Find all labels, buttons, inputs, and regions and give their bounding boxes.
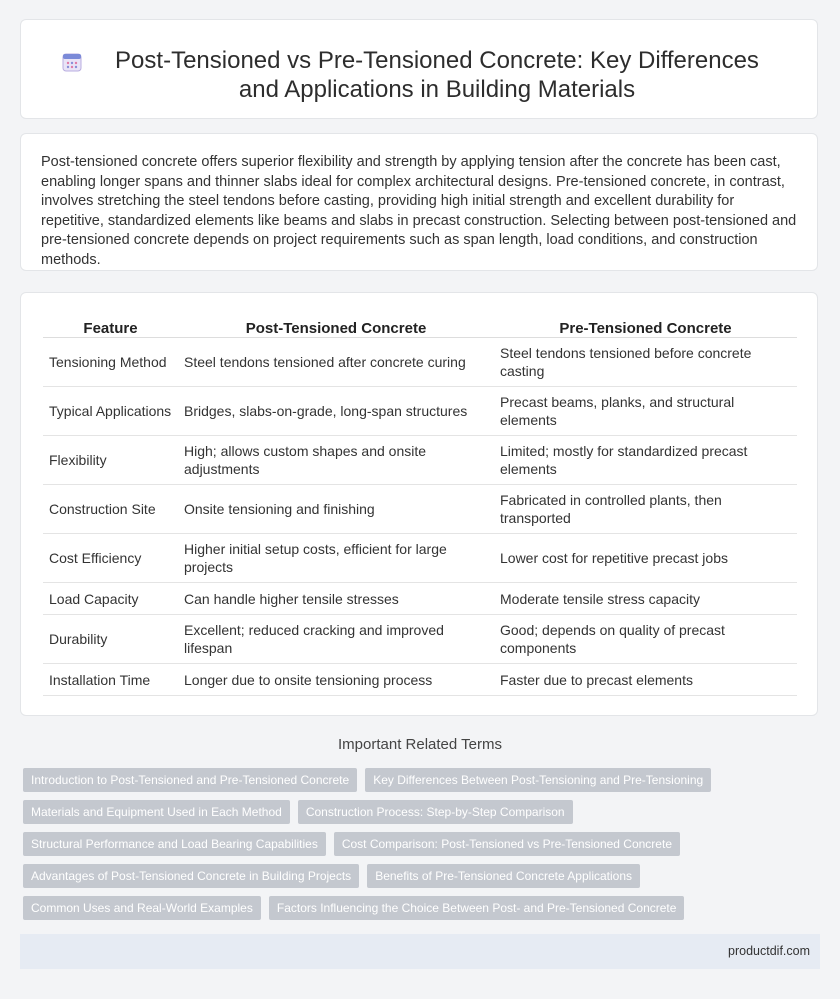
table-row (43, 534, 797, 583)
related-terms-list (23, 768, 813, 928)
related-term-tag[interactable]: Common Uses and Real-World Examples (23, 896, 261, 920)
table-row (43, 338, 797, 387)
calendar-icon (61, 51, 83, 73)
pre-cell: Moderate tensile stress capacity (494, 583, 797, 615)
footer (20, 934, 820, 969)
intro-text: Post-tensioned concrete offers superior flexibility and strength by applying tension after the concrete has been cast, enabling longer spans and thinner slabs ideal for complex architectural designs. Pre-tensioned concrete, in contrast, involves stretching the steel tendons before casting, providing high initial strength and excellent durability for repetitive, standardized elements like beams and slabs in precast construction. Selecting between post-tensioned and pre-tensioned concrete depends on project requirements such as span length, load conditions, and construction methods. (41, 154, 797, 268)
table-row (43, 436, 797, 485)
header-post-tensioned: Post-Tensioned Concrete (178, 313, 494, 338)
table-row (43, 664, 797, 696)
related-term-tag[interactable]: Materials and Equipment Used in Each Method (23, 800, 290, 824)
post-cell: Excellent; reduced cracking and improved lifespan (178, 615, 494, 664)
related-term-tag[interactable]: Construction Process: Step-by-Step Comparison (298, 800, 573, 824)
table-header-row (43, 313, 797, 338)
related-term-tag[interactable]: Advantages of Post-Tensioned Concrete in Building Projects (23, 864, 359, 888)
pre-cell: Lower cost for repetitive precast jobs (494, 534, 797, 583)
feature-cell: Tensioning Method (43, 338, 178, 387)
feature-cell: Installation Time (43, 664, 178, 696)
feature-cell: Construction Site (43, 485, 178, 534)
related-term-tag[interactable]: Factors Influencing the Choice Between Post- and Pre-Tensioned Concrete (269, 896, 685, 920)
pre-cell: Limited; mostly for standardized precast elements (494, 436, 797, 485)
pre-cell: Steel tendons tensioned before concrete casting (494, 338, 797, 387)
post-cell: Longer due to onsite tensioning process (178, 664, 494, 696)
post-cell: Onsite tensioning and finishing (178, 485, 494, 534)
pre-cell: Good; depends on quality of precast components (494, 615, 797, 664)
site-link[interactable]: productdif.com (728, 944, 810, 958)
related-term-tag[interactable]: Structural Performance and Load Bearing Capabilities (23, 832, 326, 856)
post-cell: High; allows custom shapes and onsite adjustments (178, 436, 494, 485)
table-row (43, 583, 797, 615)
comparison-table (43, 313, 797, 696)
feature-cell: Load Capacity (43, 583, 178, 615)
related-term-tag[interactable]: Benefits of Pre-Tensioned Concrete Applications (367, 864, 640, 888)
related-term-tag[interactable]: Key Differences Between Post-Tensioning and Pre-Tensioning (365, 768, 711, 792)
feature-cell: Typical Applications (43, 387, 178, 436)
feature-cell: Durability (43, 615, 178, 664)
related-terms-heading: Important Related Terms (338, 736, 502, 753)
page-title: Post-Tensioned vs Pre-Tensioned Concrete: Key Differences and Applications in Building Materials (115, 47, 759, 103)
intro-card (20, 133, 818, 271)
post-cell: Steel tendons tensioned after concrete curing (178, 338, 494, 387)
related-term-tag[interactable]: Introduction to Post-Tensioned and Pre-Tensioned Concrete (23, 768, 357, 792)
header-feature: Feature (43, 313, 178, 338)
table-row (43, 485, 797, 534)
comparison-card (20, 292, 818, 716)
feature-cell: Flexibility (43, 436, 178, 485)
pre-cell: Faster due to precast elements (494, 664, 797, 696)
post-cell: Bridges, slabs-on-grade, long-span structures (178, 387, 494, 436)
header-card (20, 19, 818, 119)
pre-cell: Precast beams, planks, and structural elements (494, 387, 797, 436)
post-cell: Can handle higher tensile stresses (178, 583, 494, 615)
header-pre-tensioned: Pre-Tensioned Concrete (494, 313, 797, 338)
post-cell: Higher initial setup costs, efficient for large projects (178, 534, 494, 583)
related-term-tag[interactable]: Cost Comparison: Post-Tensioned vs Pre-Tensioned Concrete (334, 832, 680, 856)
table-row (43, 387, 797, 436)
pre-cell: Fabricated in controlled plants, then transported (494, 485, 797, 534)
table-row (43, 615, 797, 664)
feature-cell: Cost Efficiency (43, 534, 178, 583)
